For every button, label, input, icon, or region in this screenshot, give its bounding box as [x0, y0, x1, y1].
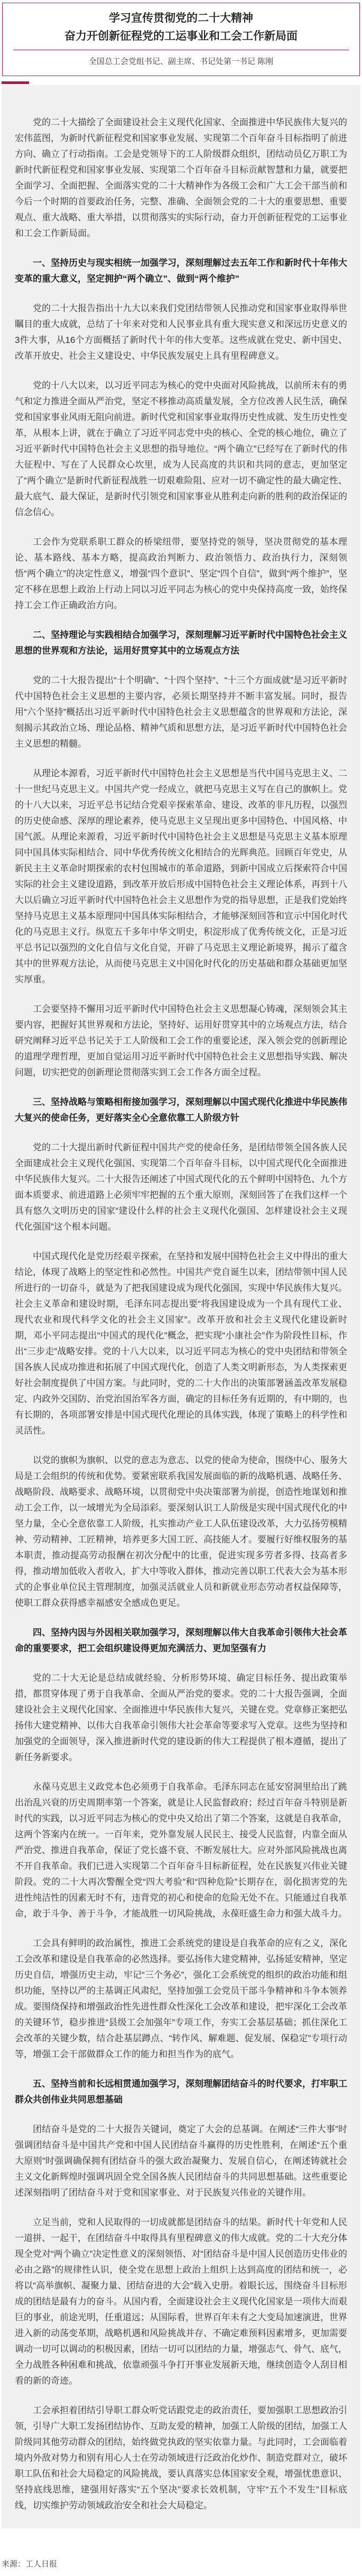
section-heading: 三、坚持战略与策略相衔接加强学习，深刻理解以中国式现代化推进中华民族伟大复兴的使命任务，更好落实全心全意依靠工人阶级方针	[15, 1097, 347, 1123]
article-blocks	[15, 115, 347, 2514]
section-heading: 一、坚持历史与现实相统一加强学习，深刻理解过去五年工作和新时代十年伟大变革的重大意义，坚定拥护“两个确立”、做到“两个维护”	[15, 258, 347, 284]
body-paragraph: 党的二十大描绘了全面建设社会主义现代化国家、全面推进中华民族伟大复兴的宏伟蓝图，为新时代新征程党和国家事业发展、实现第二个百年奋斗目标指明了前进方向、确立了行动指南。工会是党领导下的工人阶级群众组织，团结动员亿万职工为新时代新征程党和国家事业发展、实现第二个百年奋斗目标贡献智慧和力量，就要把全面学习、全面把握、全面落实党的二十大精神作为各级工会和广大工会干部当前和今后一个时期的首要政治任务，完整、准确、全面领会党的二十大的重要思想、重要观点、重大战略、重大举措，以贯彻落实的实际行动，奋力开创新征程党的工运事业和工会工作新局面。	[15, 117, 347, 238]
section-heading: 五、坚持当前和长远相贯通加强学习，深刻理解团结奋斗的时代要求，打牢职工群众共创伟业共同思想基础	[15, 2079, 347, 2105]
page-title-line-1: 学习宣传贯彻党的二十大精神	[109, 12, 253, 24]
body-paragraph: 党的十八大以来，以习近平同志为核心的党中央面对风险挑战，以前所未有的勇气和定力推进全面从严治党，坚定不移推动高质量发展，全方位改善人民生活，确保党和国家事业风雨无阻向前进。新时代党和国家事业取得历史性成就、发生历史性变革，从根本上讲，就在于确立了习近平同志党中央的核心、全党的核心地位，确立了习近平新时代中国特色社会主义思想的指导地位。“两个确立”已经写在了新时代的伟大征程中、写在了人民群众心坎里，成为人民高度的共识和共同的意志，更加坚定了“两个确立”是新时代新征程战胜一切艰难险阻、应对一切不确定性的最大确定性、最大底气、最大保证，是新时代引领党和国家事业从胜利走向新的胜利的政治保证的信念信心。	[15, 380, 347, 517]
body-paragraph: 中国式现代化是党历经艰辛探索，在坚持和发展中国特色社会主义中得出的重大结论，体现了战略上的坚定性和必然性。中国共产党自诞生以来，团结带领中国人民所进行的一切奋斗，就是为了把我国建设成为现代化强国，实现中华民族伟大复兴。社会主义革命和建设时期，毛泽东同志提出要“将我国建设成为一个具有现代工业、现代农业和现代科学文化的社会主义国家”。改革开放和社会主义现代化建设新时期，邓小平同志提出“中国式的现代化”概念，把实现“小康社会”作为阶段性目标，作出“三步走”战略安排。党的十八大以来，以习近平同志为核心的党中央团结和带领全国各族人民成功推进和拓展了中国式现代化，创造了人类文明新形态，为人类探索更好社会制度提供了中国方案。与此同时，党的二十大作出的决策部署涵盖改革发展稳定、内政外交国防、治党治国治军各方面，确定的目标任务有近期的，有中期的，也有长期的，各项部署安排是中国式现代化理论的具体实践，体现了策略上的科学性和灵活性。	[15, 1251, 347, 1436]
body-paragraph: 工会要坚持不懈用习近平新时代中国特色社会主义思想凝心铸魂，深刻领会其主要内容，把握好其世界观和方法论，坚持好、运用好贯穿其中的立场观点方法，结合研究阐释习近平总书记关于工人阶级和工会工作的重要论述，深入领会党的创新理论的道理学理哲理，更加自觉运用习近平新时代中国特色社会主义思想指导实践、解决问题，切实把党的创新理论贯彻落实到工会工作各方面全过程。	[15, 1004, 347, 1077]
body-paragraph: 团结奋斗是党的二十大报告关键词，奠定了大会的总基调。在阐述“三件大事”时强调团结奋斗是中国共产党和中国人民团结奋斗赢得的历史性胜利，在阐述“五个重大原则”时强调确保拥有团结奋斗的强大政治凝聚力、发展自信心，在阐述铸就社会主义文化新辉煌时强调巩固全党全国各族人民团结奋斗的共同思想基础。这些重要论述深刻指明了团结奋斗对于党和国家事业、对于民族复兴伟业的关键作用。	[15, 2124, 347, 2198]
accent-dash	[2, 81, 29, 84]
article-page	[0, 3, 362, 2570]
body-paragraph: 工会作为党联系职工群众的桥梁纽带，要坚持党的领导，坚决贯彻党的基本理论、基本路线、基本方略，提高政治判断力、政治领悟力、政治执行力，深刻领悟“两个确立”的决定性意义，增强“四个意识”、坚定“四个自信”，做到“两个维护”，坚定不移在思想上政治上行动上同以习近平同志为核心的党中央保持高度一致，始终保持工会工作正确政治方向。	[15, 537, 347, 610]
body-paragraph: 从理论本源看，习近平新时代中国特色社会主义思想是当代中国马克思主义、二十一世纪马克思主义。中国共产党一经成立，就把马克思主义写在自己的旗帜上。党的十八大以来，习近平总书记结合党艰辛探索革命、建设、改革的非凡历程，以强烈的历史使命感、深厚的理论素养，使马克思主义呈现出更多中国特色、中国风格、中国气派。从理论来源看，习近平新时代中国特色社会主义思想是马克思主义基本原理同中国具体实际相结合、同中华优秀传统文化相结合的光辉典范。回顾百年党史，从新民主主义革命时期探索的农村包围城市的革命道路，到新中国成立后探索符合中国实际的社会主义建设道路，到改革开放后形成中国特色社会主义理论体系，再到十八大以后确立习近平新时代中国特色社会主义思想作为党的指导思想，正是我们党始终坚持马克思主义基本原理同中国具体实际相结合，才能够深刻回答和宣示中国化时代化的马克思主义行。纵览五千多年中华文明史，积淀形成了优秀传统文化，正是习近平总书记以强烈的文化自信与文化自觉，开辟了马克思主义理论新境界，揭示了蕴含其中的世界观方法论，从而使马克思主义中国化时代化的历史基础和群众基础更加坚实厚重。	[15, 768, 347, 984]
section-heading: 二、坚持理论与实践相结合加强学习，深刻理解习近平新时代中国特色社会主义思想的世界观和方法论，运用好贯穿其中的立场观点方法	[15, 630, 347, 656]
body-paragraph: 党的二十大无论是总结成就经验、分析形势环境、确定目标任务、提出政策举措，都贯穿体现了勇于自我革命、全面从严治党的要求。党的二十大报告强调，全面建设社会主义现代化国家、全面推进中华民族伟大复兴，关键在党。党章修正案把弘扬伟大建党精神、以伟大自我革命引领伟大社会革命等要求写入党章。这些为坚持和加强党的全面领导，深入推进新时代党的建设新的伟大工程提供了根本遵循，提出了新任务新要求。	[15, 1673, 347, 1762]
body-paragraph: 以党的旗帜为旗帜、以党的意志为意志、以党的使命为使命，围绕中心、服务大局是工会组织的传统和优势。要紧密联系我国发展面临的新的战略机遇、战略任务、战略阶段、战略要求、战略环境，以贯彻党中央决策部署为前提，创造性地谋划和推动工会工作，以一域增光为全局添彩。要深刻认识工人阶级是实现中国式现代化的中坚力量，全心全意依靠工人阶级，扎实推动产业工人队伍建设改革，大力弘扬劳模精神、劳动精神、工匠精神，培养更多大国工匠、高技能人才。要履行好维权服务的基本职责，推动提高劳动报酬在初次分配中的比重，促进实现多劳者多得、技高者多得，推动增加低收入者收入，扩大中等收入群体，推动完善以职工代表大会为基本形式的企事业单位民主管理制度，加强灵活就业人员和新就业形态劳动者权益保障等，使职工群众获得感幸福感安全感成色更足。	[15, 1455, 347, 1608]
body-paragraph: 立足当前，党和人民取得的一切成就都是团结奋斗的结果。新时代十年党和人民一道拼、一起干，在团结奋斗中取得具有里程碑意义的伟大成就。党的二十大充分体现全党对“两个确立”决定性意义的深刻领悟、对“团结奋斗是中国人民创造历史伟业的必由之路”的规律性认识，使全党在思想上政治上组织上达到高度的团结和统一，必将以“高举旗帜、凝聚力量、团结奋进的大会”载入史册。着眼长远，围绕奋斗目标形成的团结是最有力的奋斗。从国内看，全面建设社会主义现代化国家是一项伟大而艰巨的事业，前途光明，任重道远；从国际看，世界百年未有之大变局加速演进，世界进入新的动荡变革期，战略机遇和风险挑战并存、不确定难预料因素增多，更加需要调动一切可以调动的积极因素，团结一切可以团结的力量，增强志气、骨气、底气，全力战胜各种困难和挑战，依靠顽强斗争打开事业发展新天地，继续创造令人刮目相看的新的奇迹。	[15, 2217, 347, 2386]
author-byline: 全国总工会党组书记、副主席、书记处第一书记 陈刚	[88, 57, 274, 66]
body-paragraph: 党的二十大提出新时代新征程中国共产党的使命任务，是团结带领全国各族人民全面建成社会主义现代化强国、实现第二个百年奋斗目标，以中国式现代化全面推进中华民族伟大复兴。二十大报告还阐述了中国式现代化的五个鲜明中国特色、九个方面本质要求、前进道路上必须牢牢把握的五个重大原则，深刻回答了在我们这样一个具有悠久文明历史的国家“建设什么样的社会主义现代化强国、怎样建设社会主义现代化强国”这个根本问题。	[15, 1142, 347, 1232]
body-paragraph: 永葆马克思主义政党本色必须勇于自我革命。毛泽东同志在延安窑洞里给出了跳出治乱兴衰的历史周期率第一个答案，就是让人民监督政府；经过百年奋斗特别是新时代的实践，以习近平同志为核心的党中央又给出了第二个答案，这就是自我革命，这两个答案内在统一。一百年来，党外靠发展人民民主、接受人民监督，内靠全面从严治党、推进自我革命，保证了党长盛不衰、不断发展壮大。应对外部风险挑战也离不开自我革命。我们已进入实现第二个百年奋斗目标新征程，处在民族复兴伟业关键阶段。党的二十大再次警醒全党“四大考验”和“四种危险”长期存在，弱化损害党的先进性纯洁性的因素无时不有，违背党的初心和使命的危险无处不在。只能通过自我革命，敢于斗争、善于斗争，才能战胜一切风险挑战，永葆旺盛生命力和强大战斗力。	[15, 1782, 347, 1919]
page-title-line-2: 奋力开创新征程党的工运事业和工会工作新局面	[64, 30, 298, 42]
title-box	[2, 3, 360, 76]
section-heading: 四、坚持内因与外因相关联加强学习，深刻理解以伟大自我革命引领伟大社会革命的重要要求，把工会组织建设得更加充满活力、更加坚强有力	[15, 1628, 347, 1653]
body-paragraph: 工会具有鲜明的政治属性，推进工会系统党的建设是自我革命的应有之义，深化工会改革和建设是自我革命的必然选择。要弘扬伟大建党精神，弘扬延安精神，坚定历史自信，增强历史主动，牢记“三个务必”，强化工会系统党的组织的政治功能和组织功能，坚持以严的主基调正风肃纪，坚持加强工会党员干部斗争精神和斗争本领养成。要围绕保持和增强政治性先进性群众性深化工会改革和建设，把牢深化工会改革的关键环节，稳步推进“县级工会加强年”专项工作，夯实工会基层基础；抓住深化工会改革的关键少数，结合赴基层蹲点、“转作风、解难题、促发展、保稳定”专项行动等，增强工会干部做群众工作的能力和担当作为的底气。	[15, 1938, 347, 2059]
article-body	[2, 85, 360, 2528]
body-paragraph: 党的二十大报告指出十九大以来我们党团结带领人民推动党和国家事业取得举世瞩目的重大成就，总结了十年来对党和人民事业具有重大现实意义和深远历史意义的3件大事，从16个方面概括了新时代十年的伟大变革。这些成就在党史、新中国史、改革开放史、社会主义建设史、中华民族发展史上具有里程碑意义。	[15, 303, 347, 361]
body-paragraph: 党的二十大报告提出“十个明确”、“十四个坚持”、“十三个方面成就”是习近平新时代中国特色社会主义思想的主要内容，必须长期坚持并不断丰富发展。同时，报告用“六个坚持”概括出习近平新时代中国特色社会主义思想蕴含的世界观和方法论，深刻揭示其政治立场、理论品格、精神气质和思想方法，是习近平新时代中国特色社会主义思想的精髓。	[15, 675, 347, 749]
body-paragraph: 工会承担着团结引导职工群众听党话跟党走的政治责任，要加强职工思想政治引领，引导广大职工发扬团结协作、互助友爱的精神，加强工人阶级的团结，加强工人阶级同其他劳动群众的团结，始终做党执政的坚实依靠力量。与此同时，工会面临着境内外敌对势力和别有用心人士在劳动领域进行泛政治化炒作、制造党群对立，破坏职工队伍和社会大局稳定的风险挑战，要认真落实总体国家安全观，增强忧患意识、坚持底线思维，建强用好落实“五个坚决”要求长效机制，守牢“五个不发生”目标底线，切实维护劳动领域政治安全和社会大局稳定。	[15, 2405, 347, 2510]
source-label: 来源：工人日报	[2, 2560, 58, 2569]
